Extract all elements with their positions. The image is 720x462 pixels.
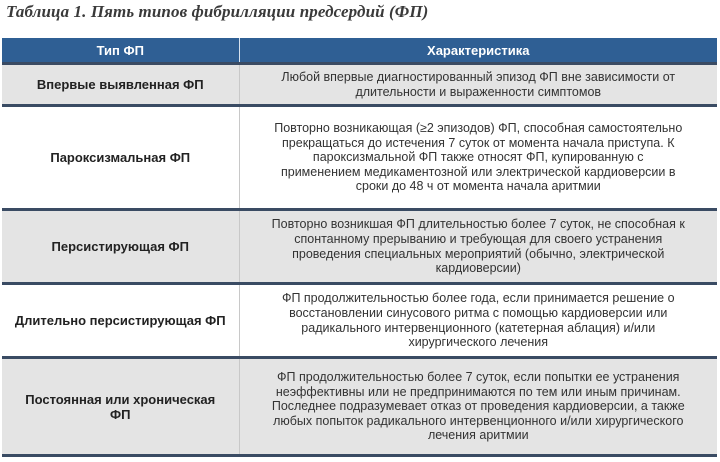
header-type: Тип ФП <box>2 38 239 64</box>
row-type: Впервые выявленная ФП <box>2 64 239 106</box>
row-description-text: ФП продолжительностью более года, если принимается решение о восстановлении синусового ритма с помощью кардиоверсии или радикального интервенционного (катетерная аблация) и/или хирургического лечения <box>281 291 675 350</box>
table-row <box>2 210 717 284</box>
row-description <box>239 284 717 358</box>
table-row <box>2 64 717 106</box>
row-type: Пароксизмальная ФП <box>2 106 239 210</box>
row-description <box>239 64 717 106</box>
row-type: Длительно персистирующая ФП <box>2 284 239 358</box>
row-description-text: Повторно возникшая ФП длительностью более 7 суток, не способная к спонтанному прерыванию и требующая для своего устранения проведения специальных мероприятий (обычно, электрической кардиоверсии) <box>271 217 685 276</box>
table-row <box>2 358 717 456</box>
row-description <box>239 210 717 284</box>
table-row <box>2 284 717 358</box>
row-type: Постоянная или хроническая ФП <box>2 358 239 456</box>
row-description-text: ФП продолжительностью более 7 суток, если попытки ее устранения неэффективны или не предпринимаются по тем или иным причинам. Последнее подразумевает отказ от проведения кардиоверсии, а также любых попыток радикального интервенционного и/или хирургического лечения аритмии <box>271 370 685 443</box>
table-caption: Таблица 1. Пять типов фибрилляции предсердий (ФП) <box>6 2 429 21</box>
row-description <box>239 358 717 456</box>
row-description-text: Повторно возникающая (≥2 эпизодов) ФП, способная самостоятельно прекращаться до истечения 7 суток от момента начала приступа. К пароксизмальной ФП также относят ФП, купированную с применением медикаментозной или электрической кардиоверсии в сроки до 48 ч от момента начала аритмии <box>274 121 683 194</box>
table-row <box>2 106 717 210</box>
row-type: Персистирующая ФП <box>2 210 239 284</box>
header-description: Характеристика <box>239 38 717 64</box>
af-types-table <box>2 38 717 457</box>
row-description-text: Любой впервые диагностированный эпизод ФП вне зависимости от длительности и выраженности симптомов <box>281 69 676 99</box>
table-header-row <box>2 38 717 64</box>
row-description <box>239 106 717 210</box>
